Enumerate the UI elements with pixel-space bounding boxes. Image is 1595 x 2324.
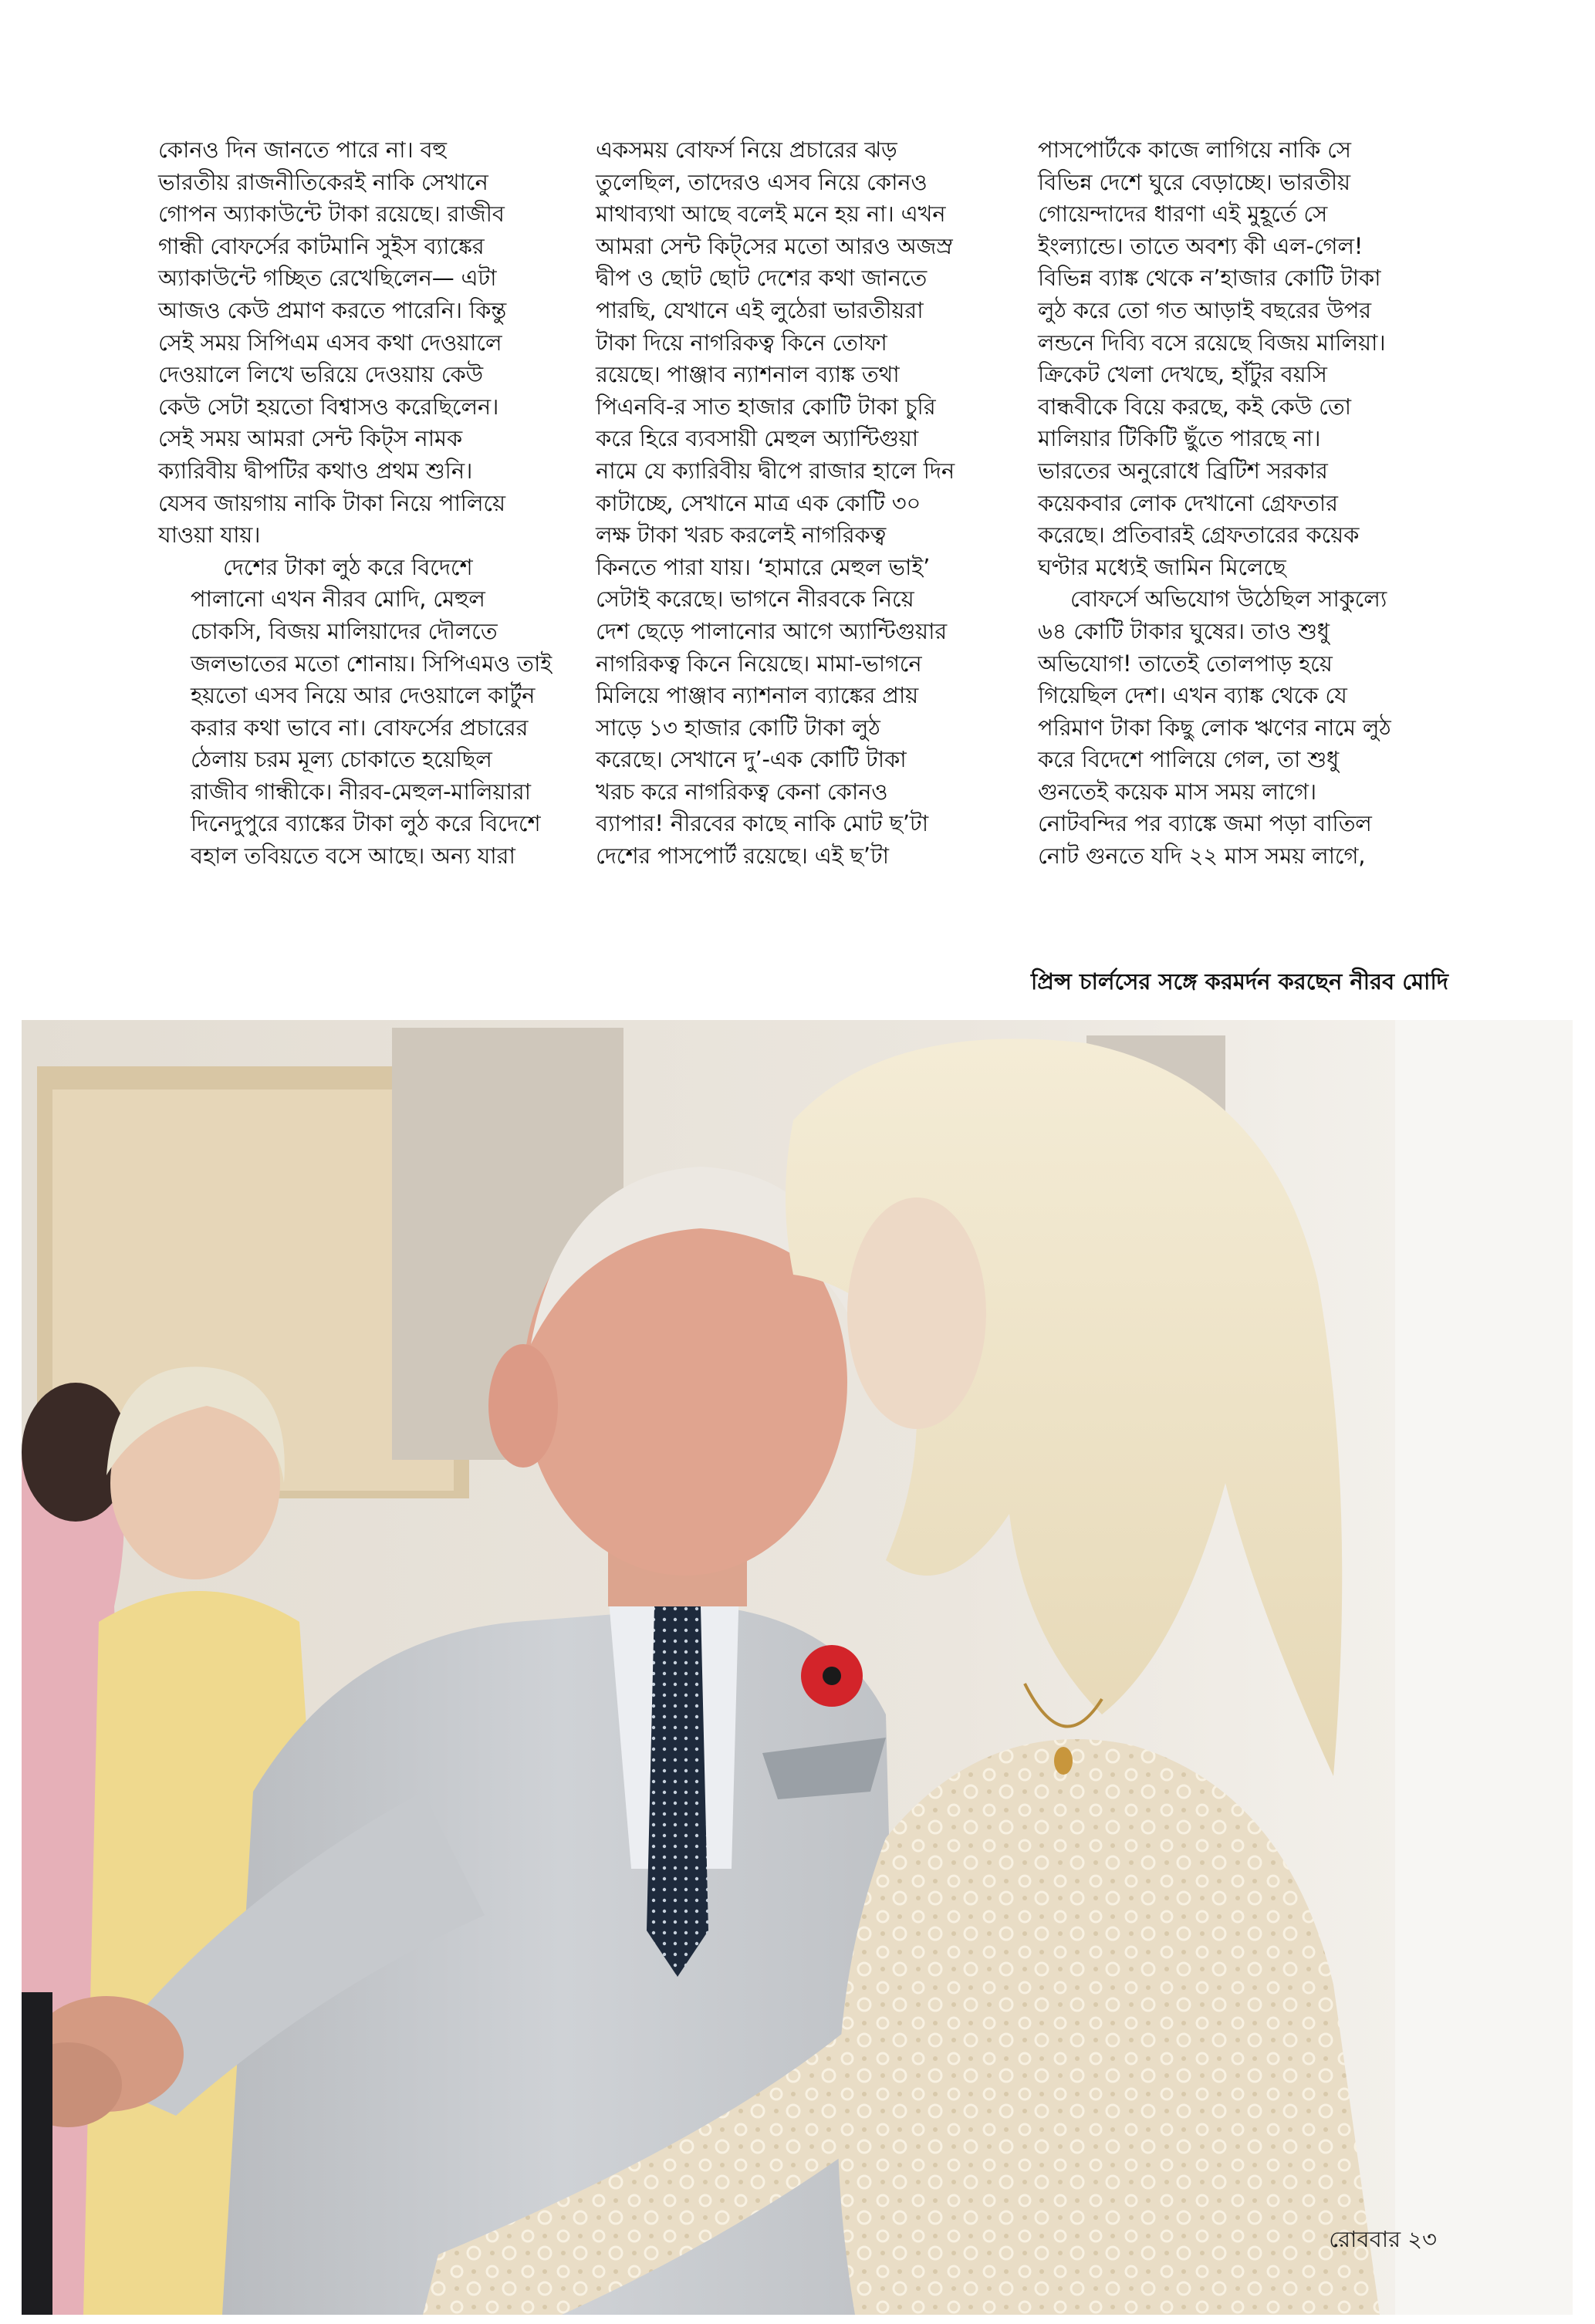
text-line: সেই সময় সিপিএম এসব কথা দেওয়ালে bbox=[158, 329, 502, 356]
text-line: ইংল্যান্ডে। তাতে অবশ্য কী এল-গেল! bbox=[1038, 232, 1364, 259]
text-line: কাটাচ্ছে, সেখানে মাত্র এক কোটি ৩০ bbox=[596, 489, 921, 516]
text-line: অ্যাকাউন্টে গচ্ছিত রেখেছিলেন— এটা bbox=[158, 265, 497, 292]
text-line: দেওয়ালে লিখে ভরিয়ে দেওয়ায় কেউ bbox=[158, 361, 483, 388]
text-line: যাওয়া যায়। bbox=[158, 522, 261, 549]
text-line: একসময় বোফর্স নিয়ে প্রচারের ঝড় bbox=[596, 137, 897, 163]
article-column-2 bbox=[596, 134, 1012, 873]
column-1-paragraph-1 bbox=[158, 134, 575, 552]
text-line: ভারতের অনুরোধে ব্রিটিশ সরকার bbox=[1038, 457, 1328, 484]
text-line: যেসব জায়গায় নাকি টাকা নিয়ে পালিয়ে bbox=[158, 489, 505, 516]
text-line: কয়েকবার লোক দেখানো গ্রেফতার bbox=[1038, 489, 1338, 516]
text-line: সেই সময় আমরা সেন্ট কিট্‌স নামক bbox=[158, 425, 462, 452]
text-line: মিলিয়ে পাঞ্জাব ন্যাশনাল ব্যাঙ্কের প্রায় bbox=[596, 682, 918, 709]
text-line: গোয়েন্দাদের ধারণা এই মুহূর্তে সে bbox=[1038, 201, 1328, 228]
text-line: করার কথা ভাবে না। বোফর্সের প্রচারের bbox=[191, 714, 529, 741]
text-line: ক্রিকেট খেলা দেখছে, হাঁটুর বয়সি bbox=[1038, 361, 1327, 388]
text-line: পালানো এখন নীরব মোদি, মেহুল bbox=[191, 586, 485, 613]
text-line: আজও কেউ প্রমাণ করতে পারেনি। কিন্তু bbox=[158, 296, 507, 323]
text-line: নামে যে ক্যারিবীয় দ্বীপে রাজার হালে দিন bbox=[596, 457, 955, 484]
text-line: ভারতীয় রাজনীতিকেরই নাকি সেখানে bbox=[158, 168, 488, 195]
text-line: ক্যারিবীয় দ্বীপটির কথাও প্রথম শুনি। bbox=[158, 457, 473, 484]
text-line: জলভাতের মতো শোনায়। সিপিএমও তাই bbox=[191, 650, 553, 677]
text-line: মাথাব্যথা আছে বলেই মনে হয় না। এখন bbox=[596, 201, 946, 228]
tie bbox=[647, 1606, 708, 1977]
ear bbox=[488, 1344, 558, 1468]
column-2-paragraph-1 bbox=[596, 134, 1012, 873]
text-line: ঠেলায় চরম মূল্য চোকাতে হয়েছিল bbox=[191, 746, 492, 773]
text-line: হয়তো এসব নিয়ে আর দেওয়ালে কার্টুন bbox=[191, 682, 536, 709]
text-line: ৬৪ কোটি টাকার ঘুষের। তাও শুধু bbox=[1038, 617, 1330, 644]
text-line: সেটাই করেছে। ভাগনে নীরবকে নিয়ে bbox=[596, 586, 914, 613]
text-line: মালিয়ার টিকিটি ছুঁতে পারছে না। bbox=[1038, 425, 1321, 452]
text-line: লন্ডনে দিব্যি বসে রয়েছে বিজয় মালিয়া। bbox=[1038, 329, 1386, 356]
text-line: সাড়ে ১৩ হাজার কোটি টাকা লুঠ bbox=[596, 714, 880, 741]
text-line: দেশের পাসপোর্ট রয়েছে। এই ছ’টা bbox=[596, 843, 889, 870]
text-line: বহাল তবিয়তে বসে আছে। অন্য যারা bbox=[191, 843, 515, 870]
pillar bbox=[1395, 1020, 1573, 2315]
text-line: করেছে। সেখানে দু’-এক কোটি টাকা bbox=[596, 746, 907, 773]
text-line: রাজীব গান্ধীকে। নীরব-মেহুল-মালিয়ারা bbox=[191, 778, 531, 805]
text-line: অভিযোগ! তাতেই তোলপাড় হয়ে bbox=[1038, 650, 1333, 677]
text-line: কেউ সেটা হয়তো বিশ্বাসও করেছিলেন। bbox=[158, 393, 499, 420]
text-line: দ্বীপ ও ছোট ছোট দেশের কথা জানতে bbox=[596, 265, 928, 292]
text-line: ব্যাপার! নীরবের কাছে নাকি মোট ছ’টা bbox=[596, 810, 928, 837]
column-3-paragraph-2 bbox=[1038, 583, 1455, 872]
text-line: করে বিদেশে পালিয়ে গেল, তা শুধু bbox=[1038, 746, 1340, 773]
text-line: টাকা দিয়ে নাগরিকত্ব কিনে তোফা bbox=[596, 329, 887, 356]
article-column-1 bbox=[158, 134, 575, 873]
text-line: বোফর্সে অভিযোগ উঠেছিল সাকুল্যে bbox=[1070, 586, 1387, 613]
text-line: গোপন অ্যাকাউন্টে টাকা রয়েছে। রাজীব bbox=[158, 201, 505, 228]
text-line: গুনতেই কয়েক মাস সময় লাগে। bbox=[1038, 778, 1316, 805]
text-line: দিনেদুপুরে ব্যাঙ্কের টাকা লুঠ করে বিদেশে bbox=[191, 810, 541, 837]
dark-sleeve bbox=[22, 1992, 52, 2315]
text-line: রয়েছে। পাঞ্জাব ন্যাশনাল ব্যাঙ্ক তথা bbox=[596, 361, 900, 388]
text-line: গিয়েছিল দেশ। এখন ব্যাঙ্ক থেকে যে bbox=[1038, 682, 1347, 709]
text-line: নোট গুনতে যদি ২২ মাস সময় লাগে, bbox=[1038, 843, 1366, 870]
text-line: নোটবন্দির পর ব্যাঙ্কে জমা পড়া বাতিল bbox=[1038, 810, 1372, 837]
text-line: কিনতে পারা যায়। ‘হামারে মেহুল ভাই’ bbox=[596, 553, 931, 580]
pendant bbox=[1054, 1747, 1073, 1775]
handshake-photo bbox=[22, 1020, 1573, 2315]
text-line: পরিমাণ টাকা কিছু লোক ঋণের নামে লুঠ bbox=[1038, 714, 1391, 741]
text-line: লক্ষ টাকা খরচ করলেই নাগরিকত্ব bbox=[596, 522, 887, 549]
text-line: খরচ করে নাগরিকত্ব কেনা কোনও bbox=[596, 778, 888, 805]
text-line: বিভিন্ন দেশে ঘুরে বেড়াচ্ছে। ভারতীয় bbox=[1038, 168, 1350, 195]
text-line: পারছি, যেখানে এই লুঠেরা ভারতীয়রা bbox=[596, 296, 924, 323]
text-line: চোকসি, বিজয় মালিয়াদের দৌলতে bbox=[191, 617, 498, 644]
text-line: দেশ ছেড়ে পালানোর আগে অ্যান্টিগুয়ার bbox=[596, 617, 948, 644]
profile-face bbox=[847, 1197, 986, 1429]
text-line: বান্ধবীকে বিয়ে করছে, কই কেউ তো bbox=[1038, 393, 1351, 420]
text-line: নাগরিকত্ব কিনে নিয়েছে। মামা-ভাগনে bbox=[596, 650, 922, 677]
text-line: করেছে। প্রতিবারই গ্রেফতারের কয়েক bbox=[1038, 522, 1360, 549]
text-line: দেশের টাকা লুঠ করে বিদেশে bbox=[223, 553, 473, 580]
column-1-paragraph-2 bbox=[158, 552, 575, 873]
poppy-center bbox=[823, 1667, 841, 1685]
text-line: আমরা সেন্ট কিট্‌সের মতো আরও অজস্র bbox=[596, 232, 953, 259]
text-line: ঘণ্টার মধ্যেই জামিন মিলেছে bbox=[1038, 553, 1286, 580]
column-3-paragraph-1 bbox=[1038, 134, 1455, 583]
photo-illustration bbox=[22, 1020, 1573, 2315]
text-line: পিএনবি-র সাত হাজার কোটি টাকা চুরি bbox=[596, 393, 936, 420]
page-folio: রোববার ২৩ bbox=[1329, 2226, 1437, 2252]
text-line: তুলেছিল, তাদেরও এসব নিয়ে কোনও bbox=[596, 168, 928, 195]
text-line: লুঠ করে তো গত আড়াই বছরের উপর bbox=[1038, 296, 1371, 323]
article-column-3 bbox=[1038, 134, 1455, 873]
text-line: কোনও দিন জানতে পারে না। বহু bbox=[158, 137, 447, 163]
text-line: পাসপোর্টকে কাজে লাগিয়ে নাকি সে bbox=[1038, 137, 1351, 163]
text-line: করে হিরে ব্যবসায়ী মেহুল অ্যান্টিগুয়া bbox=[596, 425, 918, 452]
text-line: বিভিন্ন ব্যাঙ্ক থেকে ন’হাজার কোটি টাকা bbox=[1038, 265, 1381, 292]
text-line: গান্ধী বোফর্সের কাটমানি সুইস ব্যাঙ্কের bbox=[158, 232, 485, 259]
photo-caption: প্রিন্স চার্লসের সঙ্গে করমর্দন করছেন নীরব মোদি bbox=[1031, 968, 1448, 995]
